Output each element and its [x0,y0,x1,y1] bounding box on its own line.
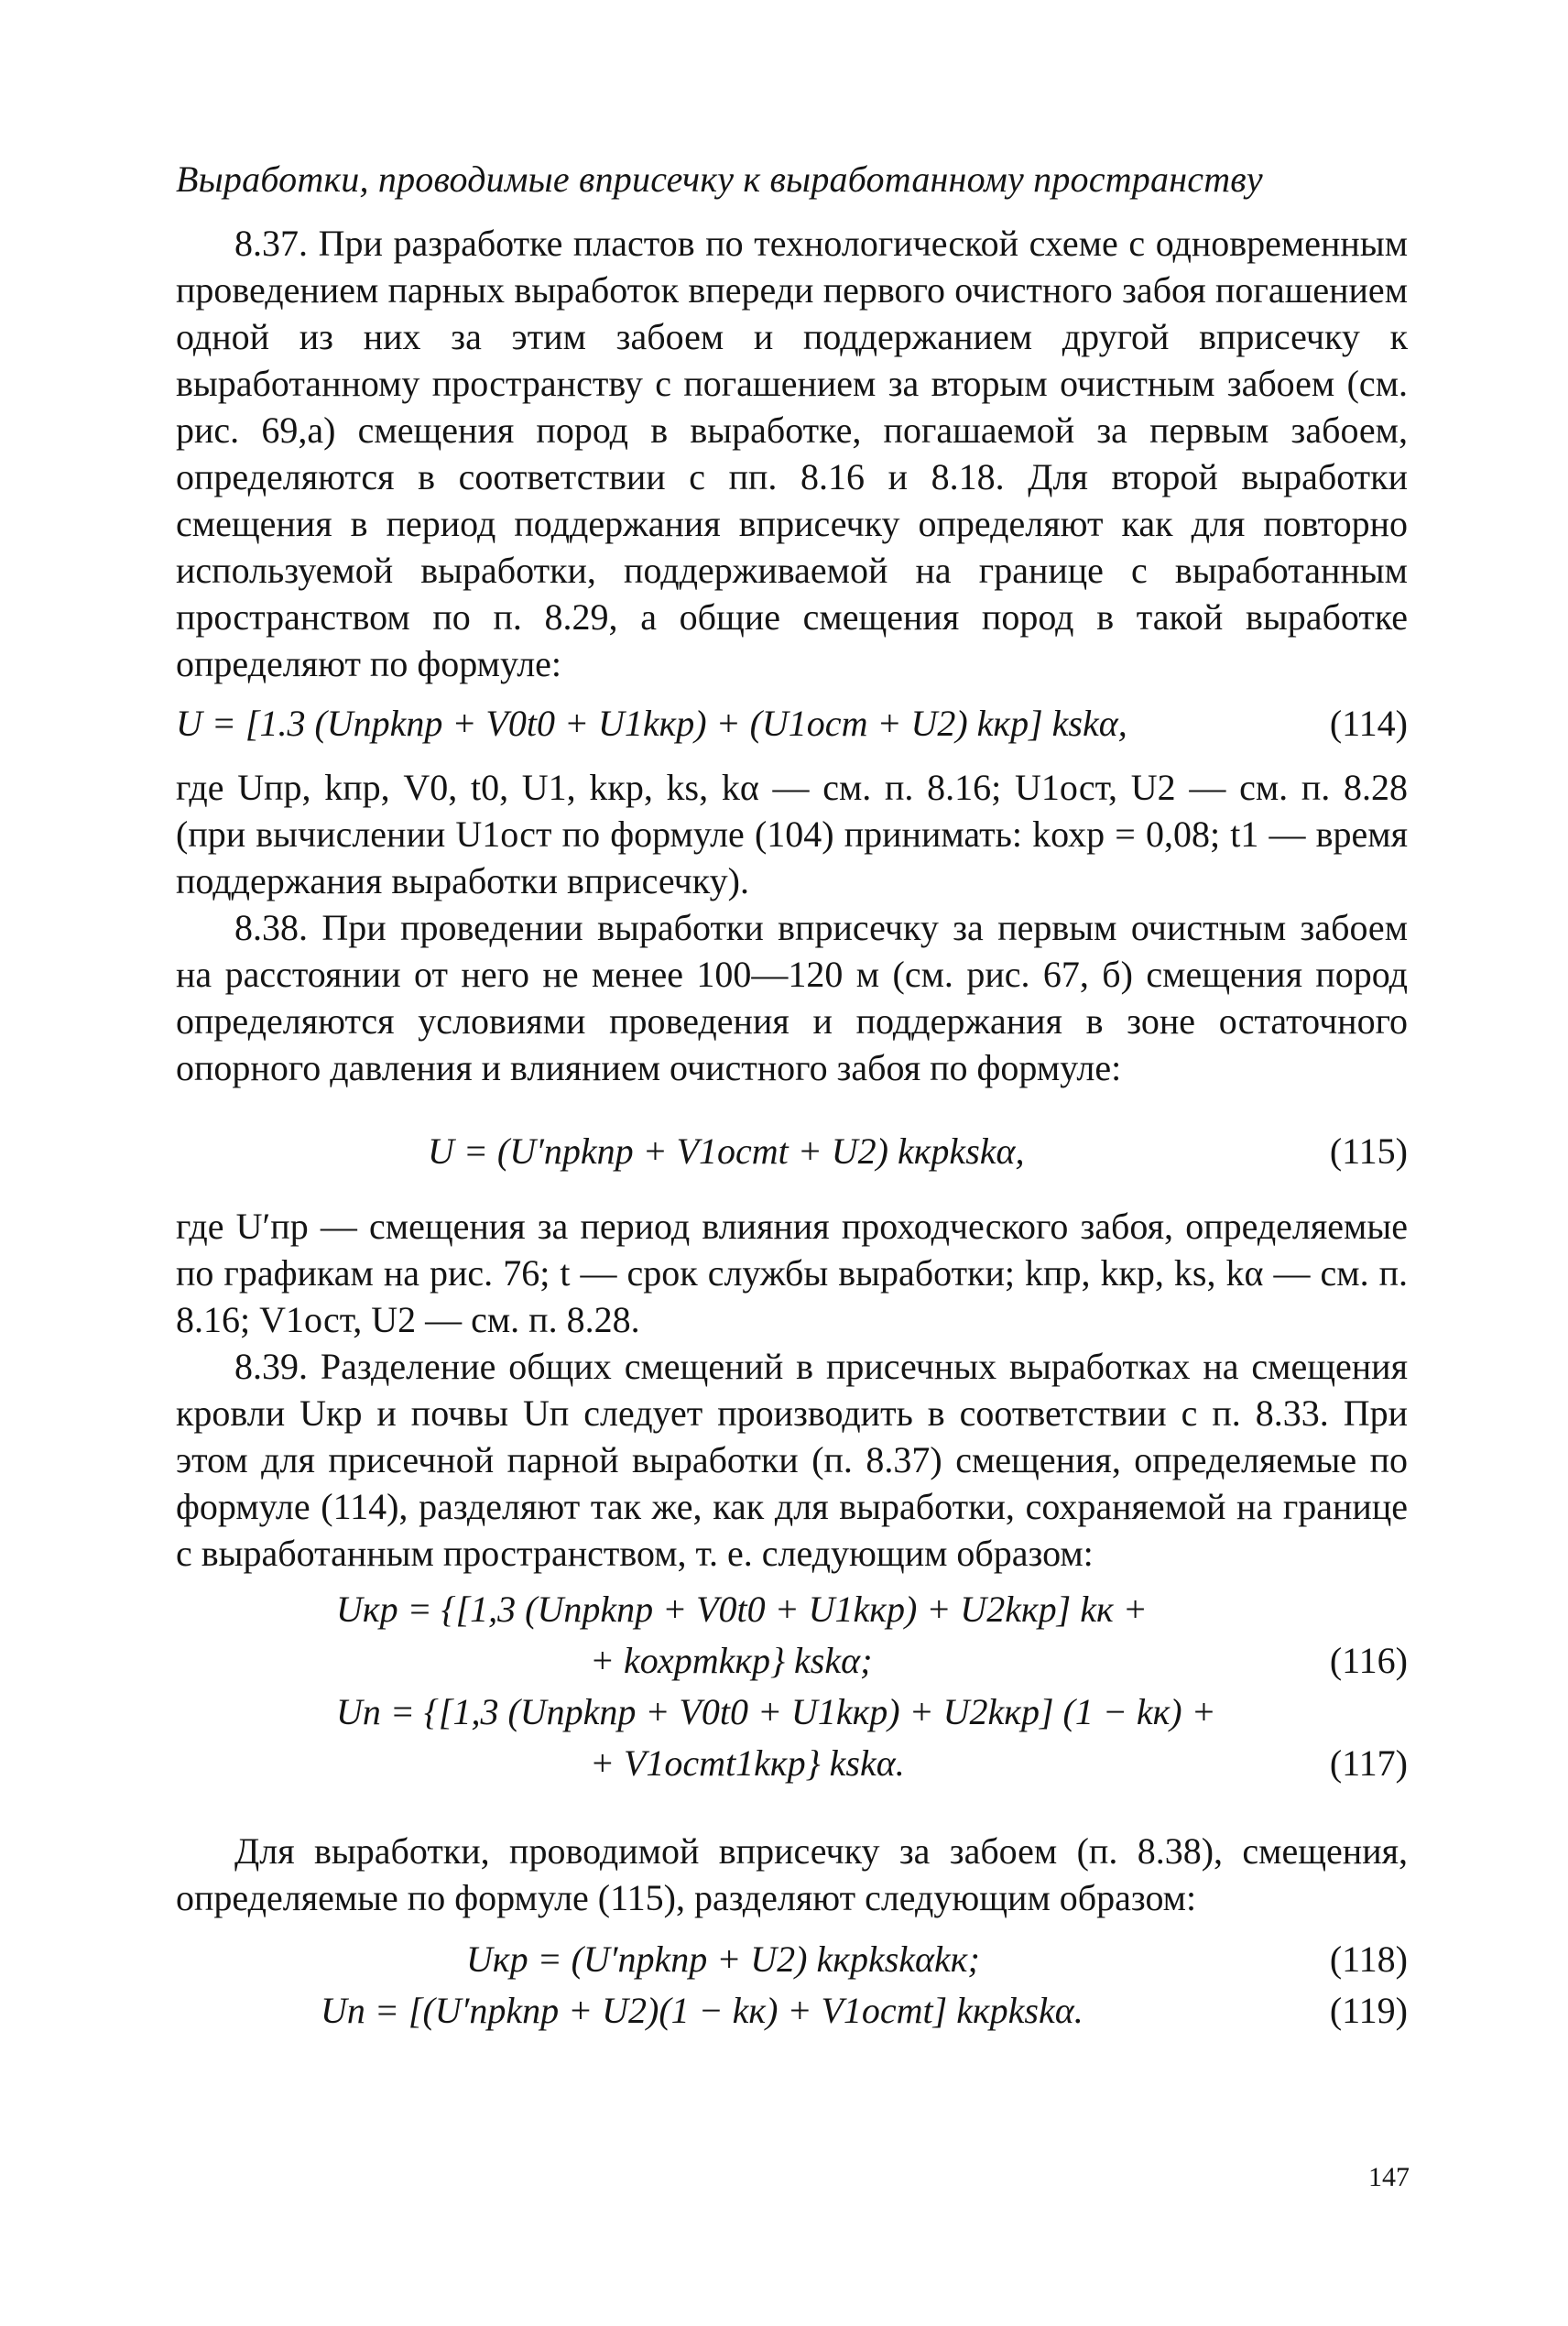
paragraph-114-definitions: где Uпр, kпр, V0, t0, U1, kкр, ks, kα — см. п. 8.16; U1ост, U2 — см. п. 8.28 (при вычислении U1ост по формуле (104) принимать: kохр = 0,08; t1 — время поддержания выработки вприсечку). [176,767,1408,901]
formula-119 [176,1987,1408,2038]
paragraph-8-37: 8.37. При разработке пластов по технологической схеме с одновременным проведением парных выработок впереди первого очистного забоя погашением одной из них за этим забоем и поддержанием другой вприсечку к выработанному пространству с погашением за вторым очистным забоем (см. рис. 69,а) смещения пород в выработке, погашаемой за первым забоем, определяются в соответствии с пп. 8.16 и 8.18. Для второй выработки смещения в период поддержания вприсечку определяют как для повторно используемой выработки, поддерживаемой на границе с выработанным пространством по п. 8.29, а общие смещения пород в такой выработке определяют по формуле: [176,223,1408,684]
formula-118 [176,1936,1408,1987]
formula-115-number: (115) [1329,1130,1408,1172]
formula-114-expression: U = [1.3 (Uпрkпр + V0t0 + U1kкр) + (U1ост + U2) kкр] kskα, [176,703,1127,744]
formula-117-line-1: Uп = {[1,3 (Uпрkпр + V0t0 + U1kкр) + U2kкр] (1 − kк) + [336,1691,1216,1732]
formula-117-line-2: + V1остt1kкр} kskα. [590,1742,905,1784]
formula-114 [176,700,1408,751]
section-heading: Выработки, проводимые вприсечку к выработанному пространству [176,158,1263,200]
page-content [176,156,1408,2051]
formula-117 [176,1688,1408,1791]
formula-119-expression: Uп = [(U′прkпр + U2)(1 − kк) + V1остt] kкрkskα. [321,1990,1083,2031]
paragraph-8-39: 8.39. Разделение общих смещений в присечных выработках на смещения кровли Uкр и почвы Uп следует производить в соответствии с п. 8.33. При этом для присечной парной выработки (п. 8.37) смещения, определяемые по формуле (114), разделяют так же, как для выработки, сохраняемой на границе с выработанным пространством, т. е. следующим образом: [176,1346,1408,1574]
formula-118-number: (118) [1329,1938,1408,1980]
formula-116 [176,1586,1408,1688]
paragraph-after-117: Для выработки, проводимой вприсечку за забоем (п. 8.38), смещения, определяемые по формуле (115), разделяют следующим образом: [176,1830,1408,1918]
formula-115-expression: U = (U′прkпр + V1остt + U2) kкрkskα, [428,1130,1025,1172]
formula-115 [176,1128,1408,1179]
paragraph-8-38: 8.38. При проведении выработки вприсечку за первым очистным забоем на расстоянии от него не менее 100—120 м (см. рис. 67, б) смещения пород определяются условиями проведения и поддержания в зоне остаточного опорного давления и влиянием очистного забоя по формуле: [176,907,1408,1088]
formula-118-expression: Uкр = (U′прkпр + U2) kкрkskαkк; [466,1938,980,1980]
formula-117-number: (117) [1329,1742,1408,1784]
page-number: 147 [1368,2162,1410,2192]
formula-116-number: (116) [1329,1640,1408,1681]
formula-119-number: (119) [1329,1990,1408,2031]
formula-114-number: (114) [1329,703,1408,744]
paragraph-115-definitions: где U′пр — смещения за период влияния проходческого забоя, определяемые по графикам на рис. 76; t — срок службы выработки; kпр, kкр, ks, kα — см. п. 8.16; V1ост, U2 — см. п. 8.28. [176,1206,1408,1340]
formula-116-line-1: Uкр = {[1,3 (Uпрkпр + V0t0 + U1kкр) + U2kкр] kк + [336,1589,1148,1630]
formula-116-line-2: + kохрmkкр} kskα; [590,1640,873,1681]
